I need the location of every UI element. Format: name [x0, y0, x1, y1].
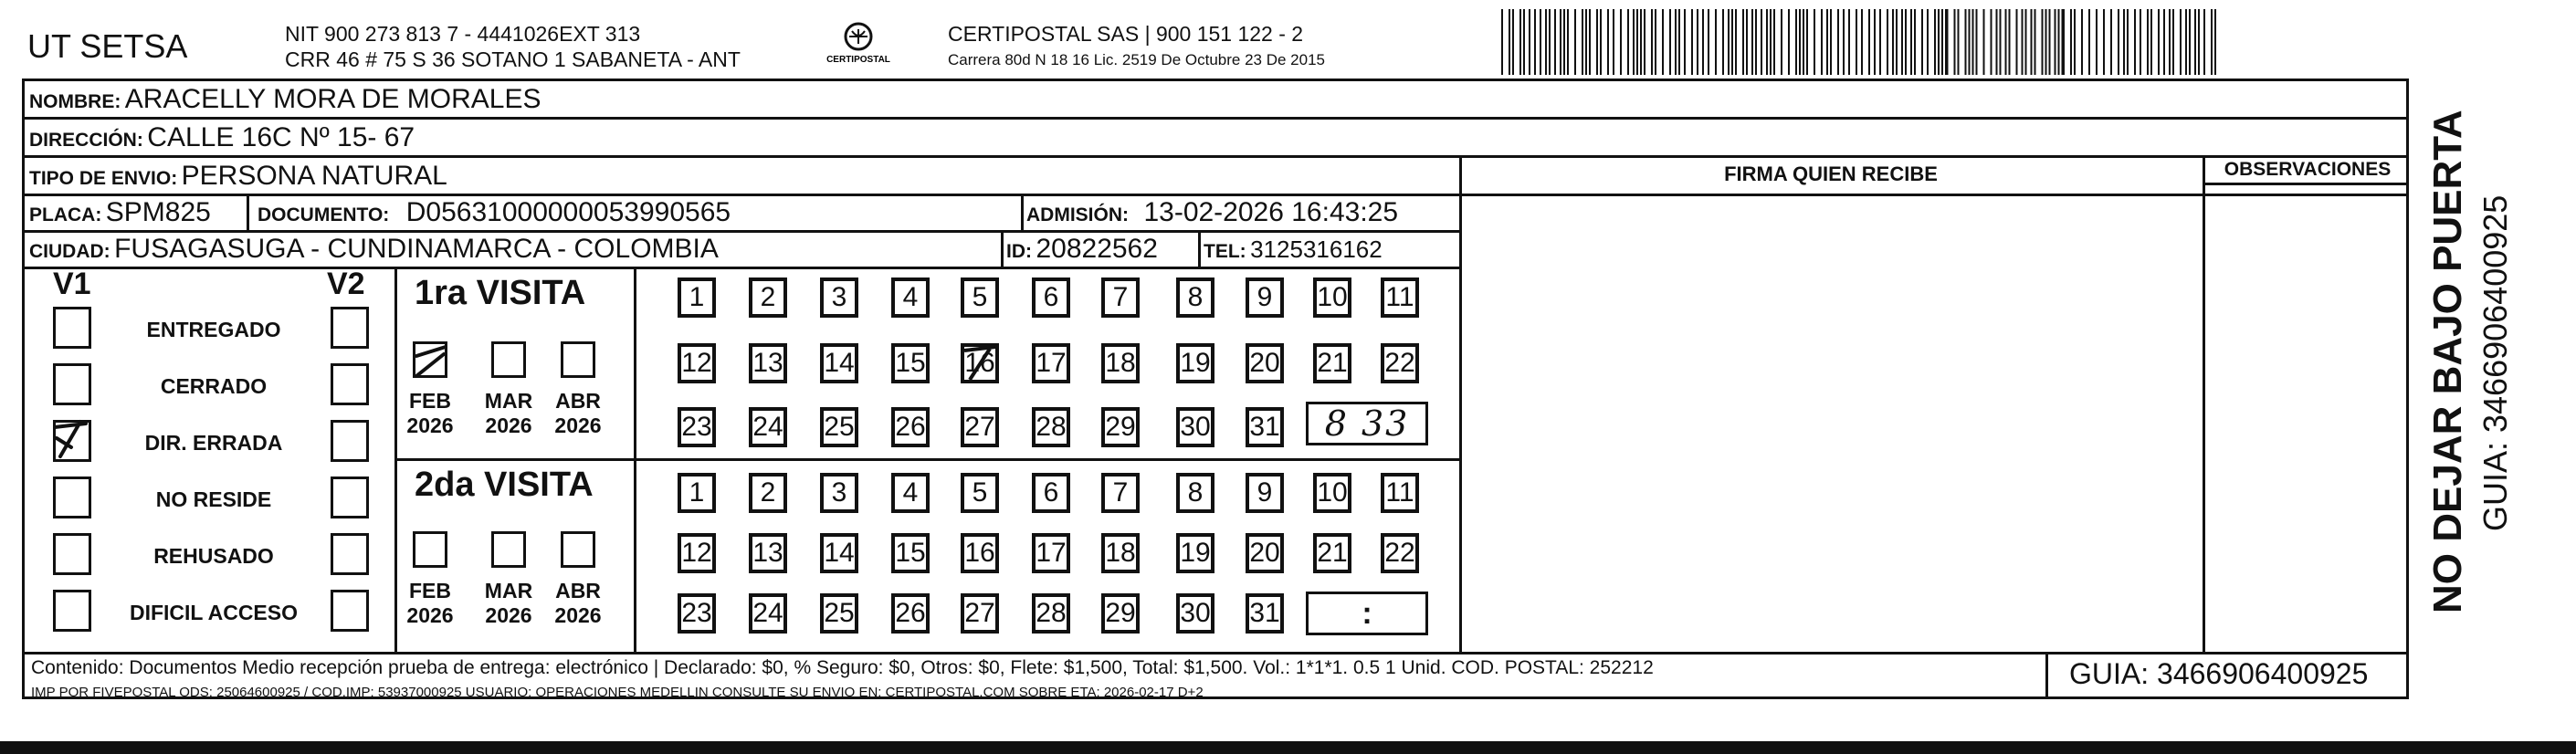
- month-name: MAR: [484, 389, 533, 413]
- second-visit-day-13[interactable]: 13: [749, 533, 787, 573]
- first-visit-day-26[interactable]: 26: [891, 407, 930, 447]
- barcode-bar: [1887, 9, 1888, 75]
- month-year: 2026: [554, 603, 602, 627]
- month-name: ABR: [555, 389, 601, 413]
- barcode-bar: [1563, 9, 1565, 75]
- barcode-bar: [1722, 9, 1724, 75]
- barcode-bar: [1715, 9, 1717, 75]
- second-visit-day-25[interactable]: 25: [820, 593, 858, 634]
- second-visit-day-11[interactable]: 11: [1381, 473, 1419, 513]
- barcode-bar: [1655, 9, 1656, 75]
- barcode-bar: [1684, 9, 1686, 75]
- first-visit-day-1[interactable]: 1: [678, 278, 716, 318]
- placa-label: PLACA:: [29, 204, 102, 225]
- second-visit-day-29[interactable]: 29: [1101, 593, 1140, 634]
- second-visit-month-abr-label: [551, 579, 605, 628]
- barcode-bar: [2000, 9, 2002, 75]
- first-visit-day-8[interactable]: 8: [1176, 278, 1214, 318]
- barcode-bar: [1560, 9, 1561, 75]
- barcode-bar: [1600, 9, 1602, 75]
- barcode-bar: [2172, 9, 2174, 75]
- barcode-bar: [1589, 9, 1591, 75]
- logo-text: CERTIPOSTAL: [826, 55, 890, 65]
- barcode-bar: [1901, 9, 1903, 75]
- second-visit-day-4[interactable]: 4: [891, 473, 930, 513]
- first-visit-day-12[interactable]: 12: [678, 343, 716, 383]
- first-visit-day-30[interactable]: 30: [1176, 407, 1214, 447]
- barcode-bar: [2035, 9, 2036, 75]
- barcode-bar: [1856, 9, 1857, 75]
- documento-row: [258, 197, 731, 228]
- barcode-bar: [2127, 9, 2129, 75]
- month-name: FEB: [409, 389, 451, 413]
- observaciones-header: OBSERVACIONES: [2224, 159, 2392, 180]
- first-visit-day-7[interactable]: 7: [1101, 278, 1140, 318]
- first-visit-month-mar-label: [481, 389, 536, 438]
- v1-checkbox-dir-errada[interactable]: [53, 420, 91, 462]
- firma-header: FIRMA QUIEN RECIBE: [1724, 162, 1938, 185]
- barcode-bar: [1781, 9, 1782, 75]
- first-visit-day-31[interactable]: 31: [1246, 407, 1284, 447]
- second-visit-day-14[interactable]: 14: [820, 533, 858, 573]
- second-visit-day-9[interactable]: 9: [1246, 473, 1284, 513]
- first-visit-title: 1ra VISITA: [415, 274, 586, 312]
- barcode-bar: [1868, 9, 1870, 75]
- first-visit-day-19[interactable]: 19: [1176, 343, 1214, 383]
- second-visit-day-18[interactable]: 18: [1101, 533, 1140, 573]
- barcode-bar: [1761, 9, 1762, 75]
- barcode-bar: [1644, 9, 1645, 75]
- admision-value: 13-02-2026 16:43:25: [1143, 197, 1399, 227]
- v2-checkbox-dificil-acceso[interactable]: [331, 590, 369, 632]
- barcode-bar: [1991, 9, 1992, 75]
- barcode-bar: [2058, 9, 2060, 75]
- second-visit-day-20[interactable]: 20: [1246, 533, 1284, 573]
- barcode-bar: [2062, 9, 2066, 75]
- contenido-line: Contenido: Documentos Medio recepción prueba de entrega: electrónico | Declarado: $0, % Seguro: $0, Otros: $0, Flete: $1,500, Total: $1,500. Vol.: 1*1*1. 0.5 1 Unid. COD. POSTAL: 252212: [31, 657, 1654, 678]
- tipo-value: PERSONA NATURAL: [181, 161, 447, 191]
- first-visit-day-20[interactable]: 20: [1246, 343, 1284, 383]
- placa-value: SPM825: [105, 197, 211, 227]
- barcode-bar: [1905, 9, 1907, 75]
- barcode-bar: [1914, 9, 1916, 75]
- barcode-bar: [1941, 9, 1943, 75]
- bottom-edge: [0, 741, 2576, 754]
- barcode-bar: [1627, 9, 1629, 75]
- first-visit-day-16[interactable]: 16: [961, 343, 999, 383]
- first-visit-day-13[interactable]: 13: [749, 343, 787, 383]
- barcode-bar: [2055, 9, 2056, 75]
- barcode-bar: [2158, 9, 2160, 75]
- barcode-bar: [1766, 9, 1768, 75]
- barcode-bar: [1837, 9, 1839, 75]
- barcode-bar: [2163, 9, 2165, 75]
- first-visit-day-22[interactable]: 22: [1381, 343, 1419, 383]
- first-visit-day-21[interactable]: 21: [1313, 343, 1351, 383]
- barcode-bar: [1708, 9, 1709, 75]
- direccion-label: DIRECCIÓN:: [29, 130, 143, 151]
- barcode-bar: [1848, 9, 1850, 75]
- barcode-bar: [1821, 9, 1823, 75]
- barcode-bar: [2118, 9, 2119, 75]
- month-name: ABR: [555, 579, 601, 602]
- v1-checkbox-dificil-acceso[interactable]: [53, 590, 91, 632]
- barcode-bar: [1954, 9, 1956, 75]
- barcode-bar: [1958, 9, 1960, 75]
- barcode-bar: [2150, 9, 2152, 75]
- first-time-box[interactable]: [1306, 402, 1428, 445]
- barcode-bar: [1874, 9, 1876, 75]
- month-name: FEB: [409, 579, 451, 602]
- status-label-cerrado: CERRADO: [160, 374, 268, 398]
- status-label-entregado: ENTREGADO: [146, 318, 281, 341]
- second-visit-day-15[interactable]: 15: [891, 533, 930, 573]
- barcode-bar: [1567, 9, 1569, 75]
- barcode-bar: [1773, 9, 1775, 75]
- barcode-bar: [1596, 9, 1598, 75]
- barcode-bar: [1574, 9, 1576, 75]
- first-time-handwritten: 8 33: [1324, 403, 1410, 444]
- second-visit-day-17[interactable]: 17: [1032, 533, 1070, 573]
- second-time-box[interactable]: [1306, 592, 1428, 635]
- barcode-bar: [1969, 9, 1971, 75]
- barcode-bar: [1742, 9, 1744, 75]
- barcode-bar: [2009, 9, 2011, 75]
- status-label-rehusado: REHUSADO: [153, 544, 274, 568]
- barcode-bar: [2025, 9, 2027, 75]
- first-visit-month-feb-label: [403, 389, 457, 438]
- barcode-bar: [2022, 9, 2024, 75]
- first-visit-day-15[interactable]: 15: [891, 343, 930, 383]
- second-visit-day-21[interactable]: 21: [1313, 533, 1351, 573]
- barcode-bar: [1613, 9, 1614, 75]
- imp-line: IMP POR FIVEPOSTAL ODS: 25064600925 / COD.IMP: 53937000925 USUARIO: OPERACIONES MEDELLIN CONSULTE SU ENVIO EN: CERTIPOSTAL.COM SOBRE ETA: 2026-02-17 D+2: [31, 685, 1204, 700]
- month-year: 2026: [485, 414, 532, 437]
- barcode-bar: [1669, 9, 1671, 75]
- v1-checkbox-rehusado[interactable]: [53, 533, 91, 575]
- second-visit-day-24[interactable]: 24: [749, 593, 787, 634]
- barcode-bar: [1691, 9, 1693, 75]
- nit-line: NIT 900 273 813 7 - 4441026EXT 313: [285, 22, 641, 46]
- first-visit-day-23[interactable]: 23: [678, 407, 716, 447]
- second-visit-day-19[interactable]: 19: [1176, 533, 1214, 573]
- second-visit-day-3[interactable]: 3: [820, 473, 858, 513]
- first-visit-month-abr-checkbox[interactable]: [561, 341, 595, 378]
- direccion-row: [29, 122, 415, 153]
- courier-address: Carrera 80d N 18 16 Lic. 2519 De Octubre 23 De 2015: [948, 51, 1325, 68]
- barcode-bar: [1896, 9, 1898, 75]
- barcode-bar: [2147, 9, 2149, 75]
- first-visit-day-28[interactable]: 28: [1032, 407, 1070, 447]
- ciudad-label: CIUDAD:: [29, 241, 110, 262]
- first-visit-day-17[interactable]: 17: [1032, 343, 1070, 383]
- barcode-bar: [2042, 9, 2044, 75]
- second-visit-day-12[interactable]: 12: [678, 533, 716, 573]
- id-label: ID:: [1006, 241, 1032, 262]
- status-label-no-reside: NO RESIDE: [155, 487, 272, 511]
- id-value: 20822562: [1036, 234, 1158, 264]
- first-visit-day-24[interactable]: 24: [749, 407, 787, 447]
- tel-row: [1204, 236, 1383, 264]
- second-visit-day-28[interactable]: 28: [1032, 593, 1070, 634]
- second-visit-day-5[interactable]: 5: [961, 473, 999, 513]
- barcode-bar: [2189, 9, 2191, 75]
- second-visit-day-16[interactable]: 16: [961, 533, 999, 573]
- v1-checkbox-cerrado[interactable]: [53, 363, 91, 405]
- barcode-bar: [1788, 9, 1790, 75]
- tel-label: TEL:: [1204, 241, 1246, 262]
- barcode-bar: [1585, 9, 1587, 75]
- ciudad-row: [29, 234, 719, 265]
- barcode-bar: [1678, 9, 1680, 75]
- second-visit-title: 2da VISITA: [415, 466, 594, 504]
- barcode-bar: [1735, 9, 1737, 75]
- certipostal-logo: [822, 20, 895, 71]
- second-visit-day-23[interactable]: 23: [678, 593, 716, 634]
- barcode-bar: [1662, 9, 1664, 75]
- company-address: CRR 46 # 75 S 36 SOTANO 1 SABANETA - ANT: [285, 47, 741, 71]
- barcode: [1498, 9, 2228, 75]
- barcode-bar: [1554, 9, 1556, 75]
- nombre-row: [29, 84, 541, 115]
- documento-label: DOCUMENTO:: [258, 204, 390, 225]
- barcode-bar: [2214, 9, 2216, 75]
- second-visit-month-abr-checkbox[interactable]: [561, 531, 595, 568]
- barcode-bar: [1636, 9, 1638, 75]
- day-check-mark: [961, 343, 999, 388]
- first-visit-day-14[interactable]: 14: [820, 343, 858, 383]
- v1-label: V1: [53, 267, 91, 301]
- admision-label: ADMISIÓN:: [1026, 204, 1129, 225]
- barcode-bar: [1534, 9, 1536, 75]
- barcode-bar: [2180, 9, 2182, 75]
- first-visit-day-9[interactable]: 9: [1246, 278, 1284, 318]
- barcode-bar: [2096, 9, 2098, 75]
- barcode-bar: [2016, 9, 2018, 75]
- status-label-dir-errada: DIR. ERRADA: [144, 431, 283, 455]
- barcode-bar: [1965, 9, 1967, 75]
- second-visit-day-30[interactable]: 30: [1176, 593, 1214, 634]
- first-visit-day-2[interactable]: 2: [749, 278, 787, 318]
- barcode-bar: [1620, 9, 1622, 75]
- barcode-bar: [1731, 9, 1733, 75]
- barcode-bar: [1746, 9, 1748, 75]
- footer-guia: GUIA: 3466906400925: [2069, 657, 2369, 690]
- barcode-bar: [2081, 9, 2083, 75]
- barcode-bar: [1728, 9, 1730, 75]
- second-visit-day-10[interactable]: 10: [1313, 473, 1351, 513]
- barcode-bar: [1633, 9, 1635, 75]
- v2-checkbox-dir-errada[interactable]: [331, 420, 369, 462]
- barcode-bar: [1934, 9, 1936, 75]
- second-visit-day-6[interactable]: 6: [1032, 473, 1070, 513]
- second-visit-month-feb-label: [403, 579, 457, 628]
- first-visit-day-25[interactable]: 25: [820, 407, 858, 447]
- side-guia: GUIA: 3466906400925: [2476, 194, 2514, 531]
- barcode-bar: [2045, 9, 2047, 75]
- admision-row: [1026, 197, 1398, 228]
- barcode-bar: [1509, 9, 1510, 75]
- barcode-bar: [1795, 9, 1797, 75]
- first-visit-day-27[interactable]: 27: [961, 407, 999, 447]
- v2-checkbox-no-reside[interactable]: [331, 476, 369, 518]
- nombre-label: NOMBRE:: [29, 91, 121, 112]
- barcode-bar: [1830, 9, 1832, 75]
- barcode-bar: [2123, 9, 2125, 75]
- barcode-bar: [1675, 9, 1677, 75]
- barcode-bar: [1697, 9, 1698, 75]
- first-visit-day-11[interactable]: 11: [1381, 278, 1419, 318]
- first-visit-day-10[interactable]: 10: [1313, 278, 1351, 318]
- barcode-bar: [2088, 9, 2090, 75]
- second-visit-month-mar-label: [481, 579, 536, 628]
- barcode-bar: [2031, 9, 2033, 75]
- second-visit-month-feb-checkbox[interactable]: [413, 531, 447, 568]
- status-label-dificil-acceso: DIFICIL ACCESO: [129, 601, 298, 624]
- barcode-bar: [1879, 9, 1881, 75]
- barcode-bar: [1751, 9, 1753, 75]
- barcode-bar: [1523, 9, 1525, 75]
- placa-row: [29, 197, 211, 228]
- v1-checkbox-entregado[interactable]: [53, 307, 91, 349]
- barcode-bar: [1843, 9, 1845, 75]
- second-visit-day-1[interactable]: 1: [678, 473, 716, 513]
- first-visit-day-4[interactable]: 4: [891, 278, 930, 318]
- first-visit-month-feb-checkbox[interactable]: [413, 341, 447, 378]
- barcode-bar: [2169, 9, 2171, 75]
- second-visit-month-mar-checkbox[interactable]: [491, 531, 526, 568]
- barcode-bar: [1921, 9, 1923, 75]
- month-year: 2026: [554, 414, 602, 437]
- second-visit-day-22[interactable]: 22: [1381, 533, 1419, 573]
- no-dejar-warning: NO DEJAR BAJO PUERTA: [2425, 110, 2470, 613]
- barcode-bar: [1938, 9, 1940, 75]
- barcode-bar: [1976, 9, 1978, 75]
- barcode-bar: [1983, 9, 1985, 75]
- id-row: [1006, 234, 1158, 265]
- second-visit-day-2[interactable]: 2: [749, 473, 787, 513]
- barcode-bar: [2103, 9, 2105, 75]
- tipo-label: TIPO DE ENVIO:: [29, 168, 178, 189]
- month-year: 2026: [485, 603, 532, 627]
- barcode-bar: [1803, 9, 1804, 75]
- barcode-bar: [1640, 9, 1642, 75]
- barcode-bar: [2005, 9, 2007, 75]
- tel-value: 3125316162: [1250, 236, 1383, 263]
- v1-checkbox-no-reside[interactable]: [53, 476, 91, 518]
- barcode-bar: [1814, 9, 1815, 75]
- barcode-bar: [2198, 9, 2200, 75]
- barcode-bar: [1651, 9, 1653, 75]
- barcode-bar: [1582, 9, 1583, 75]
- second-visit-day-8[interactable]: 8: [1176, 473, 1214, 513]
- second-visit-day-27[interactable]: 27: [961, 593, 999, 634]
- v2-checkbox-rehusado[interactable]: [331, 533, 369, 575]
- month-year: 2026: [406, 603, 454, 627]
- barcode-bar: [1945, 9, 1949, 75]
- tipo-row: [29, 161, 447, 192]
- first-visit-day-6[interactable]: 6: [1032, 278, 1070, 318]
- first-visit-month-mar-checkbox[interactable]: [491, 341, 526, 378]
- barcode-bar: [1702, 9, 1704, 75]
- barcode-bar: [1607, 9, 1609, 75]
- barcode-bar: [1501, 9, 1503, 75]
- barcode-bar: [2203, 9, 2205, 75]
- barcode-bar: [1770, 9, 1772, 75]
- barcode-bar: [2049, 9, 2051, 75]
- barcode-bar: [1892, 9, 1894, 75]
- v2-checkbox-cerrado[interactable]: [331, 363, 369, 405]
- month-year: 2026: [406, 414, 454, 437]
- barcode-bar: [2134, 9, 2136, 75]
- company-name: UT SETSA: [27, 27, 188, 65]
- barcode-bar: [1512, 9, 1514, 75]
- first-visit-day-18[interactable]: 18: [1101, 343, 1140, 383]
- barcode-bar: [1549, 9, 1551, 75]
- barcode-bar: [1540, 9, 1541, 75]
- barcode-bar: [1861, 9, 1863, 75]
- barcode-bar: [2194, 9, 2196, 75]
- barcode-bar: [1826, 9, 1828, 75]
- barcode-bar: [2070, 9, 2072, 75]
- barcode-bar: [1996, 9, 1998, 75]
- documento-value: D05631000000053990565: [405, 197, 731, 227]
- month-name: MAR: [484, 579, 533, 602]
- first-visit-day-29[interactable]: 29: [1101, 407, 1140, 447]
- second-visit-day-7[interactable]: 7: [1101, 473, 1140, 513]
- direccion-value: CALLE 16C Nº 15- 67: [147, 122, 415, 152]
- second-visit-day-26[interactable]: 26: [891, 593, 930, 634]
- barcode-bar: [1519, 9, 1521, 75]
- v2-checkbox-entregado[interactable]: [331, 307, 369, 349]
- barcode-bar: [1972, 9, 1974, 75]
- barcode-bar: [2211, 9, 2213, 75]
- nombre-value: ARACELLY MORA DE MORALES: [124, 84, 541, 114]
- barcode-bar: [2074, 9, 2076, 75]
- courier-line: CERTIPOSTAL SAS | 900 151 122 - 2: [948, 22, 1304, 46]
- barcode-bar: [1806, 9, 1808, 75]
- barcode-bar: [2110, 9, 2112, 75]
- barcode-bar: [1755, 9, 1757, 75]
- barcode-bar: [2140, 9, 2141, 75]
- v2-label: V2: [327, 267, 365, 301]
- first-visit-day-5[interactable]: 5: [961, 278, 999, 318]
- first-visit-month-abr-label: [551, 389, 605, 438]
- barcode-bar: [1545, 9, 1547, 75]
- barcode-bar: [1799, 9, 1801, 75]
- barcode-bar: [2185, 9, 2187, 75]
- barcode-bar: [1927, 9, 1929, 75]
- first-visit-day-3[interactable]: 3: [820, 278, 858, 318]
- barcode-bar: [1529, 9, 1530, 75]
- barcode-bar: [1910, 9, 1912, 75]
- ciudad-value: FUSAGASUGA - CUNDINAMARCA - COLOMBIA: [114, 234, 719, 264]
- second-visit-day-31[interactable]: 31: [1246, 593, 1284, 634]
- second-time-value: :: [1362, 596, 1372, 631]
